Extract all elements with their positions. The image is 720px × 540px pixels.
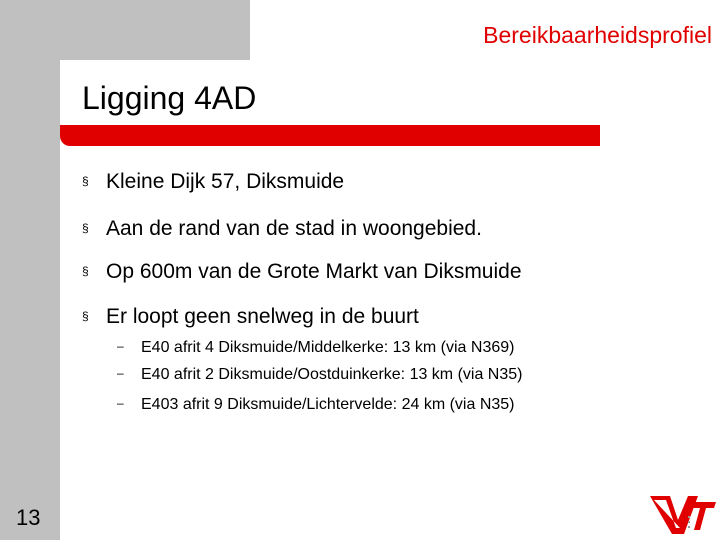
sub-bullet-item xyxy=(117,339,514,357)
sub-bullet-text: E403 afrit 9 Diksmuide/Lichtervelde: 24 km (via N35) xyxy=(141,396,515,413)
sub-bullet-marker: – xyxy=(117,396,124,410)
sub-bullet-text: E40 afrit 2 Diksmuide/Oostduinkerke: 13 km (via N35) xyxy=(141,366,523,383)
bullet-text: Op 600m van de Grote Markt van Diksmuide xyxy=(106,260,522,283)
bullet-text: Er loopt geen snelweg in de buurt xyxy=(106,305,419,328)
sub-bullet-text: E40 afrit 4 Diksmuide/Middelkerke: 13 km (via N369) xyxy=(141,339,515,356)
bullet-marker: § xyxy=(82,264,89,278)
bullet-item xyxy=(82,260,522,284)
sub-bullet-marker: – xyxy=(117,366,124,380)
sub-bullet-item xyxy=(117,366,522,384)
title-underline-bar xyxy=(60,125,600,146)
bullet-text: Aan de rand van de stad in woongebied. xyxy=(106,217,482,240)
bullet-text: Kleine Dijk 57, Diksmuide xyxy=(106,170,345,193)
bullet-marker: § xyxy=(82,309,89,323)
sub-bullet-marker: – xyxy=(117,339,124,353)
bullet-marker: § xyxy=(82,174,89,188)
bullet-marker: § xyxy=(82,221,89,235)
left-decor-band xyxy=(0,0,60,540)
bullet-item xyxy=(82,217,482,241)
vlaanderen-logo-icon xyxy=(648,490,718,538)
top-decor-band xyxy=(0,0,250,60)
bullet-item xyxy=(82,305,419,329)
sub-bullet-item xyxy=(117,396,515,414)
page-number: 13 xyxy=(16,505,41,530)
header-title: Bereikbaarheidsprofiel xyxy=(483,22,712,48)
bullet-item xyxy=(82,170,344,194)
slide-title: Ligging 4AD xyxy=(82,80,257,116)
